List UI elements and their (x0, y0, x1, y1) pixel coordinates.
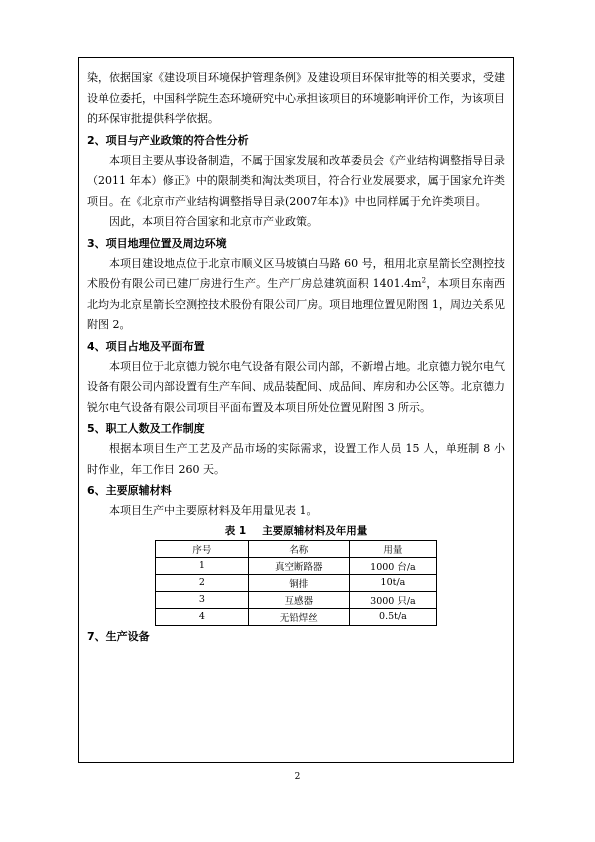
intro-paragraph: 染，依据国家《建设项目环境保护管理条例》及建设项目环保审批等的相关要求，受建设单位委托，中国科学院生态环境研究中心承担该项目的环境影响评价工作，为该项目的环保审批提供科学依据。 (87, 71, 505, 125)
table-cell-amount: 10t/a (349, 574, 436, 591)
column-header-index: 序号 (156, 540, 249, 557)
section-heading-location: 3、项目地理位置及周边环境 (87, 236, 227, 250)
table-row (156, 574, 437, 591)
section-heading-layout: 4、项目占地及平面布置 (87, 339, 205, 353)
table-cell-amount: 0.5t/a (349, 608, 436, 625)
content-frame (78, 57, 514, 763)
policy-paragraph-2: 因此，本项目符合国家和北京市产业政策。 (109, 215, 318, 228)
policy-paragraph-1: 本项目主要从事设备制造，不属于国家发展和改革委员会《产业结构调整指导目录（2011 年本）修正》中的限制类和淘汰类项目，符合行业发展要求，属于国家允许类项目。在《北京市产业结构调整指导目录(2007年本)》中也同样属于允许类项目。 (87, 153, 505, 208)
table-cell-name: 真空断路器 (248, 557, 349, 574)
materials-paragraph: 本项目生产中主要原材料及年用量见表 1。 (109, 504, 318, 517)
table-caption-title: 主要原辅材料及年用量 (262, 524, 368, 537)
table-cell-name: 互感器 (248, 591, 349, 608)
column-header-name: 名称 (248, 540, 349, 557)
table-cell-amount: 3000 只/a (349, 591, 436, 608)
table-cell-name: 铜排 (248, 574, 349, 591)
staff-paragraph: 根据本项目生产工艺及产品市场的实际需求，设置工作人员 15 人，单班制 8 小时作业，年工作日 260 天。 (87, 442, 505, 476)
table-row (156, 591, 437, 608)
area-unit-superscript: 2 (421, 276, 427, 285)
page-number: 2 (294, 772, 301, 782)
section-heading-equipment: 7、生产设备 (87, 629, 150, 643)
section-heading-policy: 2、项目与产业政策的符合性分析 (87, 133, 249, 147)
layout-paragraph: 本项目位于北京德力锐尔电气设备有限公司内部，不新增占地。北京德力锐尔电气设备有限公司内部设置有生产车间、成品装配间、成品间、库房和办公区等。北京德力锐尔电气设备有限公司项目平面布置及本项目所处位置见附图 3 所示。 (87, 359, 505, 414)
column-header-amount: 用量 (349, 540, 436, 557)
table-cell-index: 4 (156, 608, 249, 625)
table-cell-index: 3 (156, 591, 249, 608)
table-caption (87, 522, 505, 540)
table-cell-index: 1 (156, 557, 249, 574)
table-cell-amount: 1000 台/a (349, 557, 436, 574)
materials-table (155, 540, 437, 626)
table-row (156, 608, 437, 625)
content-body (87, 68, 505, 647)
location-text-part1: 本项目建设地点位于北京市顺义区马坡镇白马路 60 号，租用北京星箭长空测控技术股份有限公司已建厂房进行生产。生产厂房总建筑面积 1401.4m (87, 256, 505, 290)
table-row (156, 557, 437, 574)
table-cell-name: 无铅焊丝 (248, 608, 349, 625)
section-heading-materials: 6、主要原辅材料 (87, 484, 172, 497)
table-caption-label: 表 1 (224, 524, 247, 537)
section-heading-staff: 5、职工人数及工作制度 (87, 422, 205, 435)
location-text-part2: ，本项目东南西北均为北京星箭长空测控技术股份有限公司厂房。项目地理位置见附图 1，周边关系见附图 2。 (87, 277, 505, 331)
location-paragraph (87, 254, 505, 336)
table-cell-index: 2 (156, 574, 249, 591)
table-header-row (156, 540, 437, 557)
